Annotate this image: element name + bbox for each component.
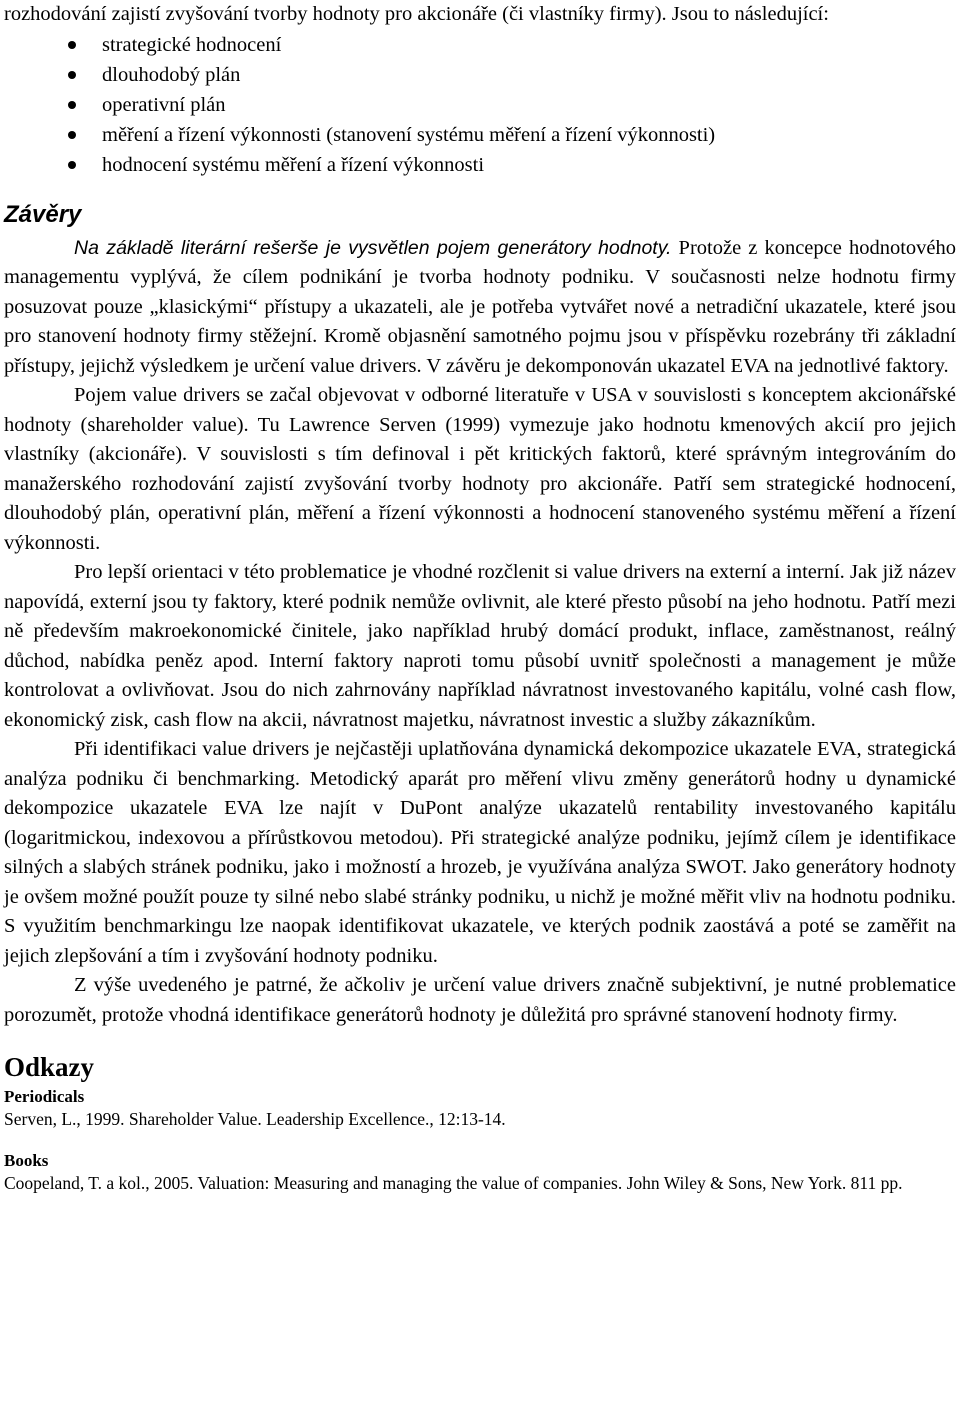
bullet-icon [68, 161, 76, 169]
list-item: operativní plán [4, 90, 956, 120]
reference-item: Coopeland, T. a kol., 2005. Valuation: Measuring and managing the value of companies. John Wiley & Sons, New York. 811 pp. [4, 1173, 903, 1193]
conclusions-abstract [4, 234, 956, 382]
abstract-text: Protože z koncepce hodnotového managementu vyplývá, že cílem podnikání je tvorba hodnoty podniku. V současnosti nelze hodnotu firmy posuzovat pouze „klasickými“ přístupy a ukazateli, ale je potřeba vytvářet nové a netradiční ukazatele, které jsou pro stanovení hodnoty firmy stěžejní. Kromě objasnění samotného pojmu jsou v příspěvku rozebrány tři základní přístupy, jejichž výsledkem je určení value drivers. V závěru je dekomponován ukazatel EVA na jednotlivé faktory. [4, 236, 956, 377]
list-item: strategické hodnocení [4, 30, 956, 60]
paragraph: Pojem value drivers se začal objevovat v odborné literatuře v USA v souvislosti s konceptem akcionářské hodnoty (shareholder value). Tu Lawrence Serven (1999) vymezuje jako hodnotu kmenových akcií pro jejich vlastníky (akcionáře). V souvislosti s tím definoval i pět kritických faktorů, které správným integrováním do manažerského rozhodování zajistí zvyšování tvorby hodnoty pro akcionáře. Patří sem strategické hodnocení, dlouhodobý plán, operativní plán, měření a řízení výkonnosti a hodnocení stanoveného systému měření a řízení výkonnosti. [4, 384, 956, 554]
periodicals-heading: Periodicals [4, 1087, 85, 1106]
conclusions-heading: Závěry [4, 200, 82, 228]
references-heading: Odkazy [4, 1052, 95, 1082]
bullet-icon [68, 41, 76, 49]
list-item: dlouhodobý plán [4, 60, 956, 90]
paragraph: Pro lepší orientaci v této problematice je vhodné rozčlenit si value drivers na externí a interní. Jak již název napovídá, externí jsou ty faktory, které podnik nemůže ovlivnit, ale které přesto působí na jeho hodnotu. Patří mezi ně především makroekonomické činitele, jako například hrubý domácí produkt, inflace, zaměstnanost, reálný důchod, nabídka peněz apod. Interní faktory naproti tomu působí uvnitř společnosti a management je může kontrolovat a ovlivňovat. Jsou do nich zahrnovány například návratnost investovaného kapitálu, volné cash flow, ekonomický zisk, cash flow na akcii, návratnost majetku, návratnost investic a služby zákazníkům. [4, 561, 956, 731]
bullet-icon [68, 71, 76, 79]
paragraph: Z výše uvedeného je patrné, že ačkoliv je určení value drivers značně subjektivní, je nutné problematice porozumět, protože vhodná identifikace generátorů hodnoty je důležitá pro správné stanovení hodnoty firmy. [4, 974, 956, 1026]
reference-item: Serven, L., 1999. Shareholder Value. Leadership Excellence., 12:13-14. [4, 1109, 506, 1129]
bullet-icon [68, 101, 76, 109]
list-item: hodnocení systému měření a řízení výkonnosti [4, 150, 956, 180]
bullet-icon [68, 131, 76, 139]
value-drivers-list [4, 30, 956, 180]
intro-paragraph: rozhodování zajistí zvyšování tvorby hodnoty pro akcionáře (či vlastníky firmy). Jsou to následující: [4, 3, 829, 25]
books-heading: Books [4, 1151, 49, 1170]
abstract-italic: Na základě literární rešerše je vysvětlen pojem generátory hodnoty. [74, 236, 672, 259]
paragraph: Při identifikaci value drivers je nejčastěji uplatňována dynamická dekompozice ukazatele EVA, strategická analýza podniku či benchmarking. Metodický aparát pro měření vlivu změny generátorů hodny u dynamické dekompozice ukazatele EVA lze najít v DuPont analýze ukazatelů rentability investovaného kapitálu (logaritmickou, indexovou a přírůstkovou metodou). Při strategické analýze podniku, jejímž cílem je identifikace silných a slabých stránek podniku, jako i možností a hrozeb, je využívána analýza SWOT. Jako generátory hodnoty je ovšem možné použít pouze ty silné nebo slabé stránky podniku, u nichž je možné měřit vliv na hodnotu podniku. S využitím benchmarkingu lze naopak identifikovat ukazatele, ve kterých podnik zaostává a poté se zaměřit na jejich zlepšování a tím i zvyšování hodnoty podniku. [4, 738, 956, 967]
list-item: měření a řízení výkonnosti (stanovení systému měření a řízení výkonnosti) [4, 120, 956, 150]
